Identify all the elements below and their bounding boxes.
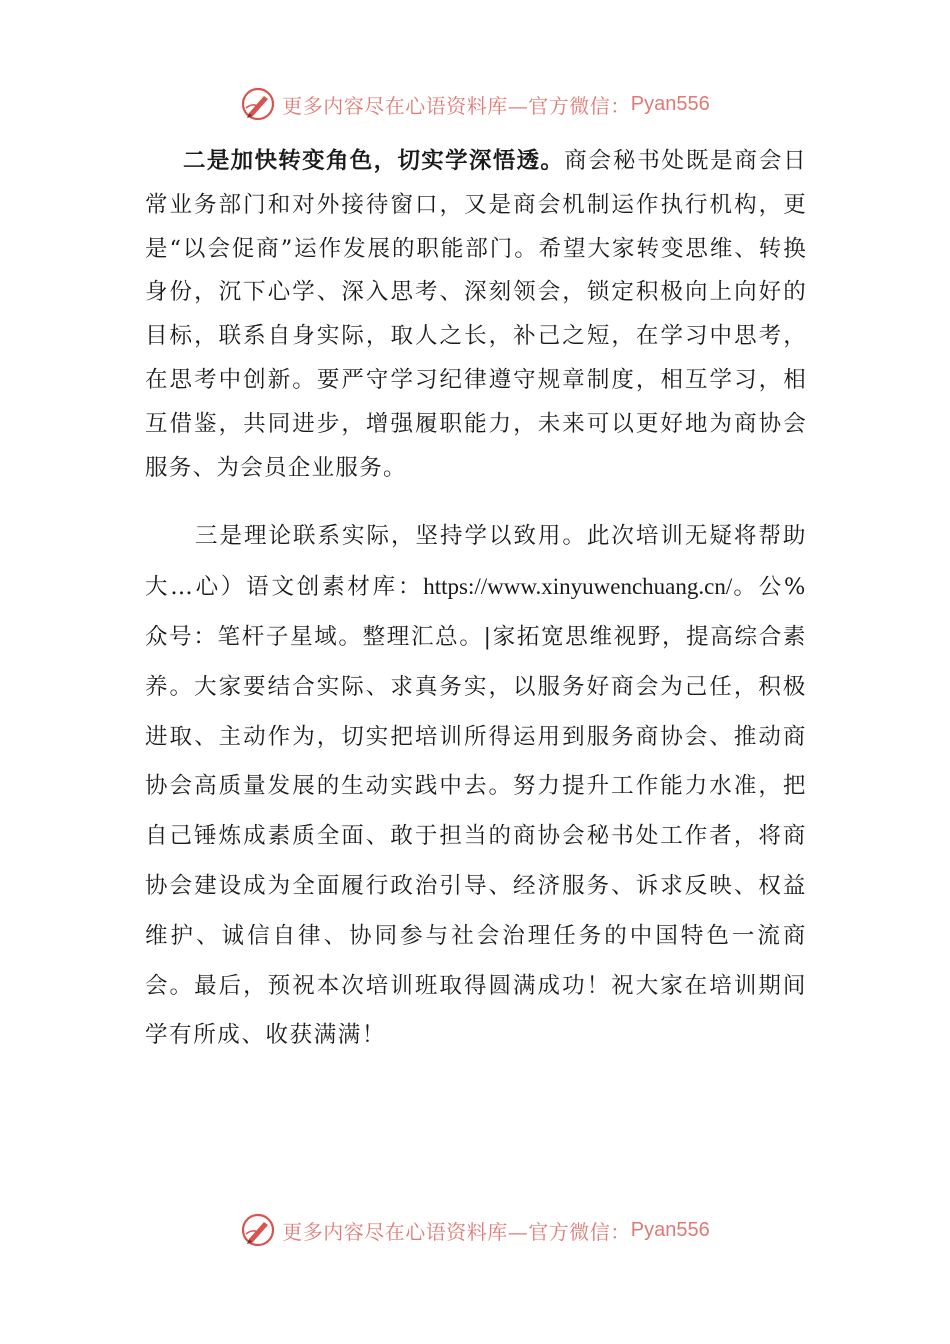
header-banner [0,84,950,124]
header-banner-text: 更多内容尽在心语资料库—官方微信： [282,93,631,118]
footer-banner [0,1210,950,1250]
paragraph-2 [145,512,807,1061]
footer-banner-text: 更多内容尽在心语资料库—官方微信： [282,1219,631,1244]
pen-logo-icon [240,86,276,122]
paragraph-1-lead: 二是加快转变角色，切实学深悟透。 [183,148,565,174]
paragraph-2-part2: 。公%众号：笔杆子星域。整理汇总。|家拓宽思维视野，提高综合素养。大家要结合实际、求真务实，以服务好商会为己任，积极进取、主动作为，切实把培训所得运用到服务商协会、推动商协会高质量发展的生动实践中去。努力提升工作能力水准，把自己锤炼成素质全面、敢于担当的商协会秘书处工作者，将商协会建设成为全面履行政治引导、经济服务、诉求反映、权益维护、诚信自律、协同参与社会治理任务的中国特色一流商会。最后，预祝本次培训班取得圆满成功！祝大家在培训期间学有所成、收获满满！ [145,574,807,1049]
paragraph-1 [145,140,807,490]
header-banner-id: Pyan556 [630,92,710,115]
paragraph-2-url: https://www.xinyuwenchuang.cn/ [423,574,733,600]
footer-banner-id: Pyan556 [630,1218,710,1241]
paragraph-1-body: 商会秘书处既是商会日常业务部门和对外接待窗口，又是商会机制运作执行机构，更是“以会促商”运作发展的职能部门。希望大家转变思维、转换身份，沉下心学、深入思考、深刻领会，锁定积极向上向好的目标，联系自身实际，取人之长，补己之短，在学习中思考，在思考中创新。要严守学习纪律遵守规章制度，相互学习，相互借鉴，共同进步，增强履职能力，未来可以更好地为商协会服务、为会员企业服务。 [145,148,807,481]
pen-logo-icon [240,1212,276,1248]
paragraph-2-part1: 三是理论联系实际，坚持学以致用。此次培训无疑将帮助大…心）语文创素材库： [145,523,807,601]
document-body [145,140,807,1061]
